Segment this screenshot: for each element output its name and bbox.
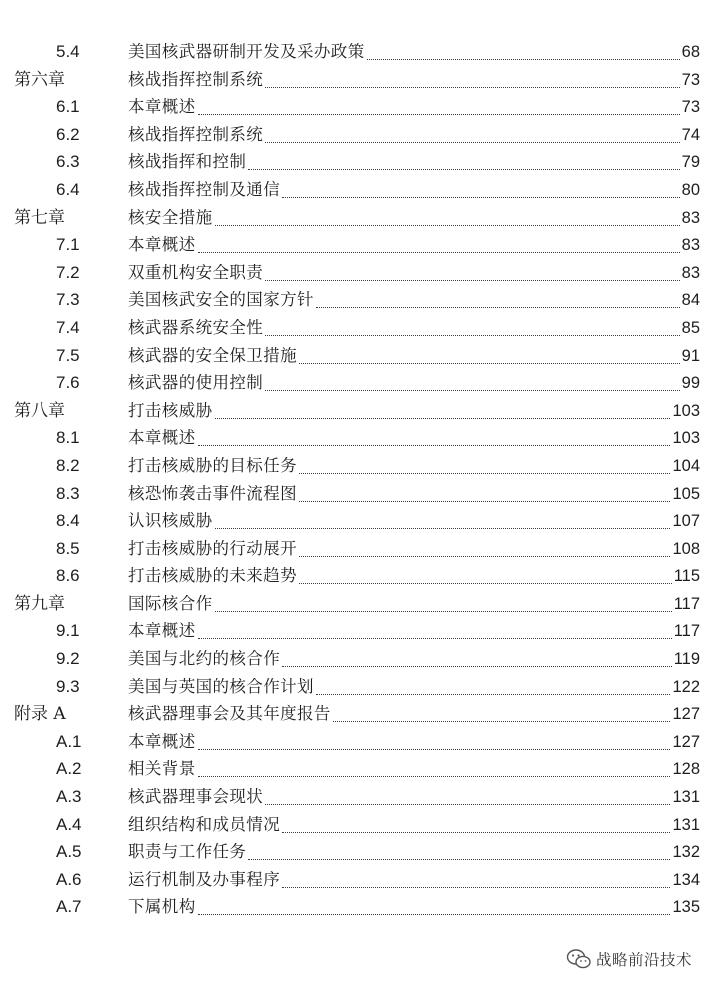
entry-title: 核战指挥和控制 bbox=[128, 152, 247, 172]
entry-title: 本章概述 bbox=[128, 235, 196, 255]
toc-entry bbox=[0, 702, 728, 730]
entry-page-number: 131 bbox=[672, 815, 700, 834]
entry-number: 9.2 bbox=[56, 649, 80, 669]
dot-leader bbox=[367, 59, 680, 60]
toc-entry bbox=[0, 288, 728, 316]
toc-entry bbox=[0, 868, 728, 896]
entry-page-number: 104 bbox=[672, 456, 700, 475]
dot-leader bbox=[265, 142, 680, 143]
dot-leader bbox=[198, 252, 680, 253]
entry-page-number: 83 bbox=[681, 208, 700, 227]
dot-leader bbox=[299, 556, 670, 557]
entry-number: 8.1 bbox=[56, 428, 80, 448]
dot-leader bbox=[299, 583, 672, 584]
entry-number: 附录 A bbox=[14, 704, 66, 725]
toc-entry bbox=[0, 233, 728, 261]
entry-page-number: 80 bbox=[681, 180, 700, 199]
entry-title: 核武器理事会及其年度报告 bbox=[128, 704, 331, 724]
entry-title: 美国与北约的核合作 bbox=[128, 649, 281, 669]
entry-title: 核武器的安全保卫措施 bbox=[128, 345, 297, 365]
toc-entry bbox=[0, 730, 728, 758]
toc-entry bbox=[0, 840, 728, 868]
entry-number: 6.2 bbox=[56, 124, 80, 144]
entry-title: 双重机构安全职责 bbox=[128, 262, 264, 282]
toc-entry bbox=[0, 482, 728, 510]
entry-page-number: 127 bbox=[672, 732, 700, 751]
dot-leader bbox=[265, 87, 680, 88]
entry-page-number: 107 bbox=[672, 512, 700, 531]
toc-entry bbox=[0, 344, 728, 372]
dot-leader bbox=[198, 638, 672, 639]
entry-title: 相关背景 bbox=[128, 759, 196, 779]
entry-number: 第六章 bbox=[14, 69, 65, 90]
entry-title: 本章概述 bbox=[128, 428, 196, 448]
toc-entry bbox=[0, 675, 728, 703]
toc-entry bbox=[0, 564, 728, 592]
dot-leader bbox=[316, 307, 680, 308]
entry-page-number: 73 bbox=[681, 70, 700, 89]
entry-title: 职责与工作任务 bbox=[128, 842, 247, 862]
entry-page-number: 135 bbox=[672, 898, 700, 917]
entry-page-number: 73 bbox=[681, 98, 700, 117]
entry-number: 5.4 bbox=[56, 42, 80, 61]
entry-title: 美国核武安全的国家方针 bbox=[128, 290, 314, 310]
entry-title: 打击核威胁 bbox=[128, 400, 213, 420]
entry-number: 第七章 bbox=[14, 207, 65, 228]
entry-number: 7.6 bbox=[56, 373, 80, 393]
entry-number: 9.1 bbox=[56, 621, 80, 641]
toc-entry bbox=[0, 68, 728, 96]
entry-title: 核恐怖袭击事件流程图 bbox=[128, 483, 297, 503]
entry-page-number: 122 bbox=[672, 677, 700, 696]
dot-leader bbox=[265, 335, 680, 336]
toc-entry bbox=[0, 178, 728, 206]
dot-leader bbox=[198, 114, 680, 115]
toc-entry bbox=[0, 95, 728, 123]
entry-number: 第八章 bbox=[14, 400, 65, 421]
table-of-contents bbox=[0, 40, 728, 923]
entry-page-number: 115 bbox=[673, 567, 700, 586]
toc-entry bbox=[0, 316, 728, 344]
entry-page-number: 103 bbox=[672, 429, 700, 448]
dot-leader bbox=[265, 804, 670, 805]
toc-entry bbox=[0, 813, 728, 841]
entry-title: 核武器系统安全性 bbox=[128, 317, 264, 337]
dot-leader bbox=[198, 914, 670, 915]
entry-number: 7.2 bbox=[56, 262, 80, 282]
entry-title: 本章概述 bbox=[128, 731, 196, 751]
toc-entry bbox=[0, 123, 728, 151]
watermark-text: 战略前沿技术 bbox=[596, 951, 693, 969]
dot-leader bbox=[282, 666, 672, 667]
dot-leader bbox=[198, 445, 670, 446]
dot-leader bbox=[248, 859, 670, 860]
entry-number: 8.3 bbox=[56, 483, 80, 503]
toc-entry bbox=[0, 619, 728, 647]
entry-title: 打击核威胁的目标任务 bbox=[128, 455, 297, 475]
entry-title: 美国核武器研制开发及采办政策 bbox=[128, 42, 365, 61]
entry-number: A.1 bbox=[56, 731, 82, 751]
entry-page-number: 103 bbox=[672, 401, 700, 420]
dot-leader bbox=[299, 363, 680, 364]
entry-title: 美国与英国的核合作计划 bbox=[128, 676, 314, 696]
wechat-icon bbox=[566, 948, 592, 970]
entry-title: 打击核威胁的行动展开 bbox=[128, 538, 297, 558]
entry-page-number: 128 bbox=[672, 760, 700, 779]
entry-page-number: 105 bbox=[672, 484, 700, 503]
entry-page-number: 117 bbox=[673, 622, 700, 641]
toc-entry bbox=[0, 261, 728, 289]
toc-entry bbox=[0, 399, 728, 427]
dot-leader bbox=[316, 694, 670, 695]
entry-page-number: 85 bbox=[681, 318, 700, 337]
toc-entry bbox=[0, 454, 728, 482]
entry-number: 第九章 bbox=[14, 593, 65, 614]
entry-title: 本章概述 bbox=[128, 97, 196, 117]
entry-title: 核武器理事会现状 bbox=[128, 787, 264, 807]
entry-title: 国际核合作 bbox=[128, 593, 213, 613]
entry-title: 组织结构和成员情况 bbox=[128, 814, 281, 834]
dot-leader bbox=[198, 776, 670, 777]
toc-entry bbox=[0, 785, 728, 813]
entry-page-number: 127 bbox=[672, 705, 700, 724]
entry-number: 7.5 bbox=[56, 345, 80, 365]
entry-page-number: 99 bbox=[681, 374, 700, 393]
entry-page-number: 132 bbox=[672, 843, 700, 862]
entry-number: A.3 bbox=[56, 787, 82, 807]
entry-title: 核战指挥控制系统 bbox=[128, 69, 264, 89]
entry-number: 8.4 bbox=[56, 511, 80, 531]
entry-number: 7.3 bbox=[56, 290, 80, 310]
entry-page-number: 91 bbox=[681, 346, 700, 365]
entry-number: A.7 bbox=[56, 897, 82, 917]
entry-number: 8.5 bbox=[56, 538, 80, 558]
entry-number: A.6 bbox=[56, 869, 82, 889]
watermark bbox=[566, 946, 692, 972]
dot-leader bbox=[215, 611, 672, 612]
entry-number: 8.2 bbox=[56, 455, 80, 475]
toc-entry bbox=[0, 426, 728, 454]
entry-page-number: 83 bbox=[681, 236, 700, 255]
dot-leader bbox=[215, 418, 670, 419]
entry-page-number: 117 bbox=[673, 594, 700, 613]
entry-page-number: 119 bbox=[673, 650, 700, 669]
entry-title: 核武器的使用控制 bbox=[128, 373, 264, 393]
entry-number: A.4 bbox=[56, 814, 82, 834]
entry-page-number: 108 bbox=[672, 539, 700, 558]
entry-title: 打击核威胁的未来趋势 bbox=[128, 566, 297, 586]
toc-entry bbox=[0, 371, 728, 399]
entry-title: 运行机制及办事程序 bbox=[128, 869, 281, 889]
toc-entry bbox=[0, 647, 728, 675]
toc-entry bbox=[0, 537, 728, 565]
entry-number: 6.3 bbox=[56, 152, 80, 172]
entry-title: 核安全措施 bbox=[128, 207, 213, 227]
dot-leader bbox=[215, 528, 670, 529]
entry-number: 7.1 bbox=[56, 235, 80, 255]
entry-number: 6.4 bbox=[56, 179, 80, 199]
dot-leader bbox=[299, 473, 670, 474]
dot-leader bbox=[265, 390, 680, 391]
entry-title: 认识核威胁 bbox=[128, 511, 213, 531]
entry-title: 核战指挥控制系统 bbox=[128, 124, 264, 144]
dot-leader bbox=[282, 887, 670, 888]
entry-number: 8.6 bbox=[56, 566, 80, 586]
dot-leader bbox=[215, 225, 680, 226]
entry-number: 7.4 bbox=[56, 317, 80, 337]
toc-entry bbox=[0, 895, 728, 923]
entry-title: 本章概述 bbox=[128, 621, 196, 641]
entry-number: A.2 bbox=[56, 759, 82, 779]
dot-leader bbox=[265, 280, 680, 281]
entry-page-number: 83 bbox=[681, 263, 700, 282]
entry-page-number: 79 bbox=[681, 153, 700, 172]
dot-leader bbox=[299, 501, 670, 502]
dot-leader bbox=[333, 721, 670, 722]
entry-page-number: 131 bbox=[672, 788, 700, 807]
entry-page-number: 84 bbox=[681, 291, 700, 310]
entry-page-number: 74 bbox=[681, 125, 700, 144]
entry-page-number: 68 bbox=[681, 43, 700, 61]
toc-entry bbox=[0, 757, 728, 785]
entry-number: A.5 bbox=[56, 842, 82, 862]
dot-leader bbox=[282, 832, 670, 833]
toc-entry bbox=[0, 40, 728, 68]
dot-leader bbox=[248, 169, 680, 170]
entry-number: 6.1 bbox=[56, 97, 80, 117]
toc-entry bbox=[0, 592, 728, 620]
dot-leader bbox=[282, 197, 680, 198]
dot-leader bbox=[198, 749, 670, 750]
entry-title: 核战指挥控制及通信 bbox=[128, 179, 281, 199]
toc-entry bbox=[0, 509, 728, 537]
toc-entry bbox=[0, 150, 728, 178]
entry-number: 9.3 bbox=[56, 676, 80, 696]
entry-title: 下属机构 bbox=[128, 897, 196, 917]
entry-page-number: 134 bbox=[672, 870, 700, 889]
toc-entry bbox=[0, 206, 728, 234]
